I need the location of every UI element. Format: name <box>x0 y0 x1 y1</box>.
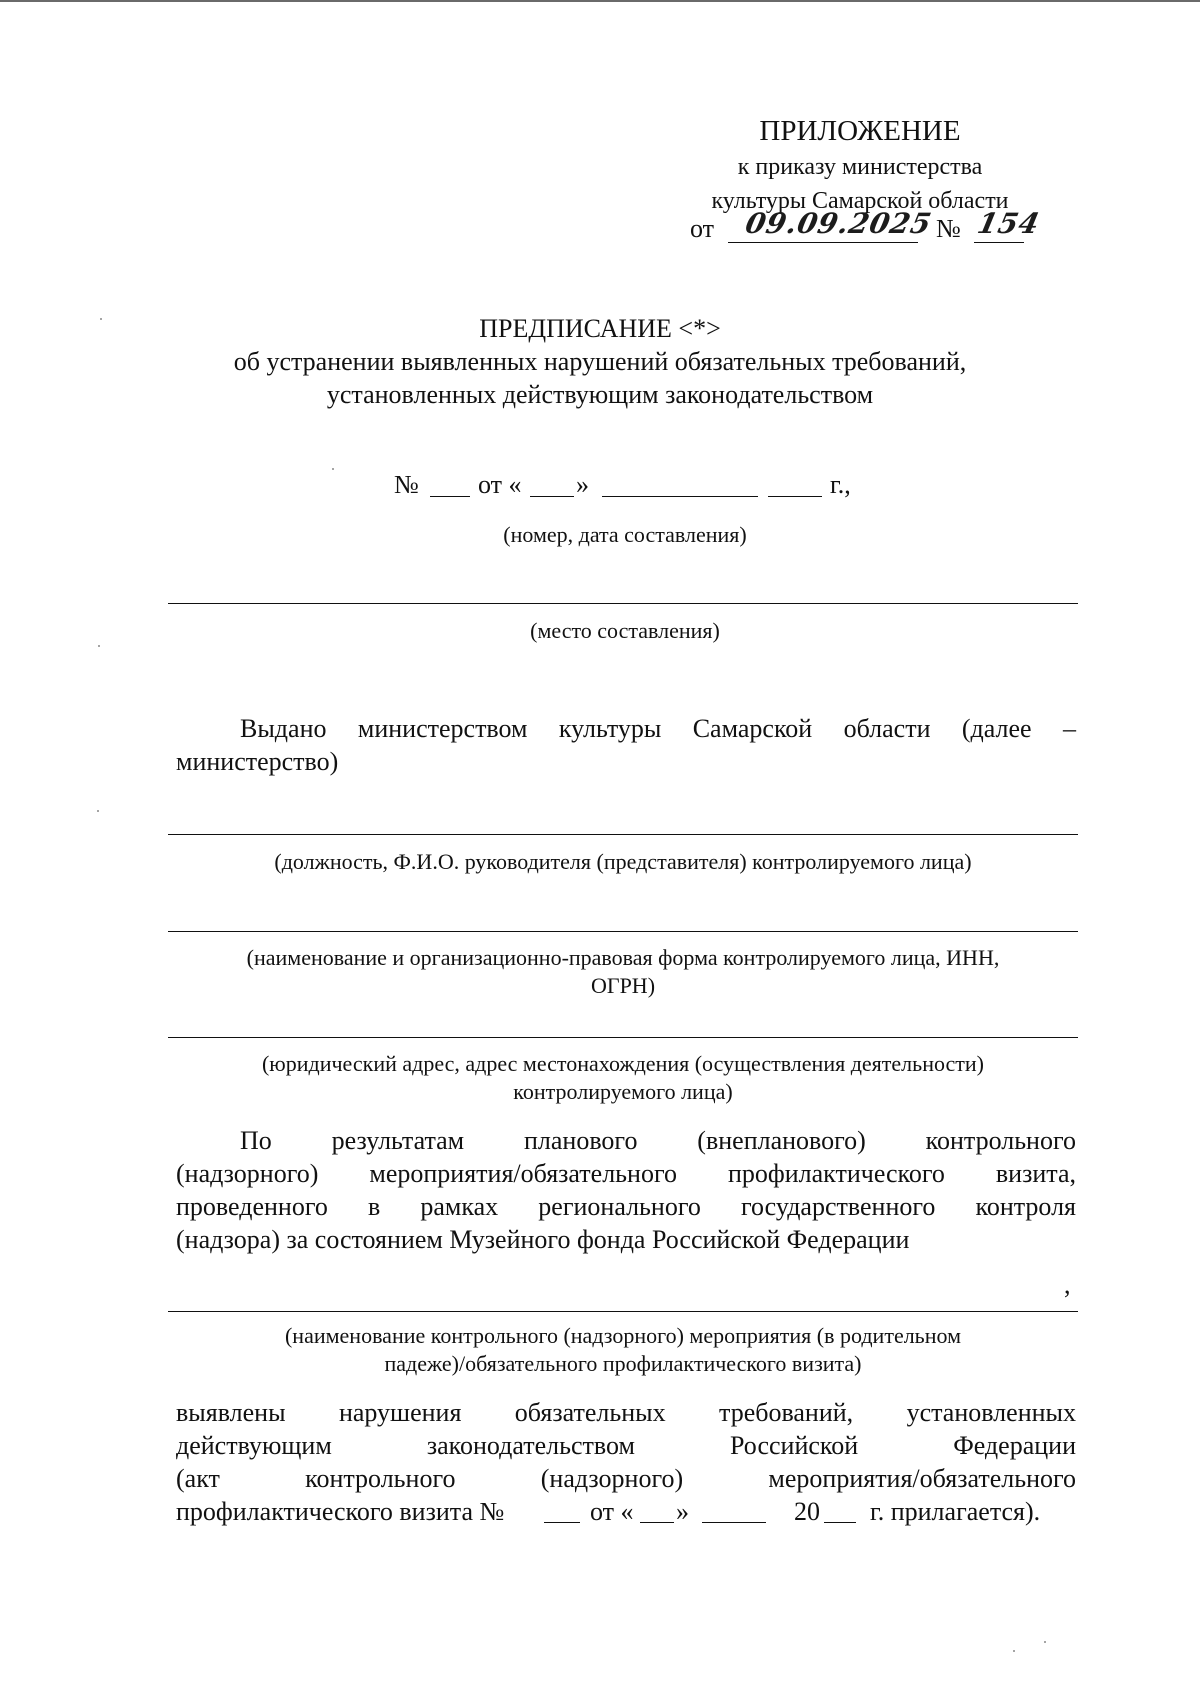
results-line-2: (надзорного) мероприятия/обязательного профилактического визита, <box>176 1159 1076 1188</box>
page-top-edge <box>0 0 1200 2</box>
order-number-field <box>974 207 1043 243</box>
results-paragraph <box>176 1124 1076 1256</box>
place-blank-line <box>168 603 1078 604</box>
violations-line-4-c: » <box>676 1497 689 1526</box>
month-blank <box>602 496 758 497</box>
title-line-3: установленных действующим законодательством <box>326 380 874 409</box>
violations-line-1: выявлены нарушения обязательных требований, установленных <box>176 1398 1076 1427</box>
results-line-3: проведенного в рамках регионального государственного контроля <box>176 1192 1076 1221</box>
violations-paragraph <box>176 1396 1076 1528</box>
address-caption <box>168 1050 1078 1106</box>
issued-line-2: министерство) <box>176 747 339 776</box>
address-caption-line-1: (юридический адрес, адрес местонахождения (осуществления деятельности) <box>261 1051 984 1076</box>
address-caption-line-2: контролируемого лица) <box>513 1079 733 1104</box>
entity-caption <box>168 944 1078 1000</box>
act-year-blank <box>824 1522 856 1523</box>
act-number-blank <box>544 1522 580 1523</box>
number-date-caption: (номер, дата составления) <box>503 522 747 547</box>
order-date-number-row <box>690 207 1090 250</box>
year-suffix: г., <box>830 470 851 499</box>
event-caption <box>168 1322 1078 1378</box>
title-line-2: об устранении выявленных нарушений обязательных требований, <box>233 347 967 376</box>
violations-line-3: (акт контрольного (надзорного) мероприятия/обязательного <box>176 1464 1076 1493</box>
violations-line-2: действующим законодательством Российской Федерации <box>176 1431 1076 1460</box>
no-label: № <box>394 470 419 499</box>
document-title <box>130 312 1070 411</box>
entity-caption-line-2: ОГРН) <box>590 973 656 998</box>
official-blank-line <box>168 834 1078 835</box>
order-date-field <box>728 207 935 243</box>
prescription-number-blank <box>430 496 470 497</box>
violations-line-4-e: г. прилагается). <box>870 1497 1041 1526</box>
violations-line-4-a: профилактического визита № <box>176 1497 505 1526</box>
order-number-handwritten: 154 <box>974 207 1043 240</box>
entity-caption-line-1: (наименование и организационно-правовая форма контролируемого лица, ИНН, <box>246 945 1000 970</box>
quote-close: » <box>576 470 589 499</box>
day-blank <box>530 496 574 497</box>
order-from-label: от <box>690 214 715 243</box>
appendix-header <box>640 112 1080 218</box>
results-line-4: (надзора) за состоянием Музейного фонда Российской Федерации <box>176 1225 910 1254</box>
issued-paragraph <box>176 712 1076 778</box>
violations-line-4-d: 20 <box>794 1497 820 1526</box>
official-caption: (должность, Ф.И.О. руководителя (представителя) контролируемого лица) <box>274 849 972 874</box>
title-main: ПРЕДПИСАНИЕ <*> <box>479 314 721 343</box>
event-blank-line <box>168 1311 1078 1312</box>
event-caption-line-1: (наименование контрольного (надзорного) мероприятия (в родительном <box>284 1323 961 1348</box>
from-label: от « <box>478 470 522 499</box>
address-blank-line <box>168 1037 1078 1038</box>
violations-line-4-b: от « <box>590 1497 634 1526</box>
violations-line-4 <box>176 1495 1076 1528</box>
event-caption-line-2: падеже)/обязательного профилактического визита) <box>384 1351 862 1376</box>
order-number-label: № <box>936 214 961 243</box>
results-line-1: По результатам планового (внепланового) контрольного <box>240 1126 1076 1155</box>
results-trailing-comma: , <box>1064 1270 1071 1299</box>
act-day-blank <box>640 1522 674 1523</box>
appendix-line-1: к приказу министерства <box>737 154 983 180</box>
year-blank <box>768 496 822 497</box>
appendix-heading: ПРИЛОЖЕНИЕ <box>759 115 961 147</box>
order-date-handwritten: 09.09.2025 <box>742 207 935 240</box>
prescription-number-date-line <box>380 470 900 510</box>
act-month-blank <box>702 1522 766 1523</box>
entity-blank-line <box>168 931 1078 932</box>
issued-line-1: Выдано министерством культуры Самарской области (далее – <box>240 714 1076 743</box>
place-caption: (место составления) <box>530 618 720 643</box>
appendix-line-2: культуры Самарской области <box>711 188 1009 214</box>
